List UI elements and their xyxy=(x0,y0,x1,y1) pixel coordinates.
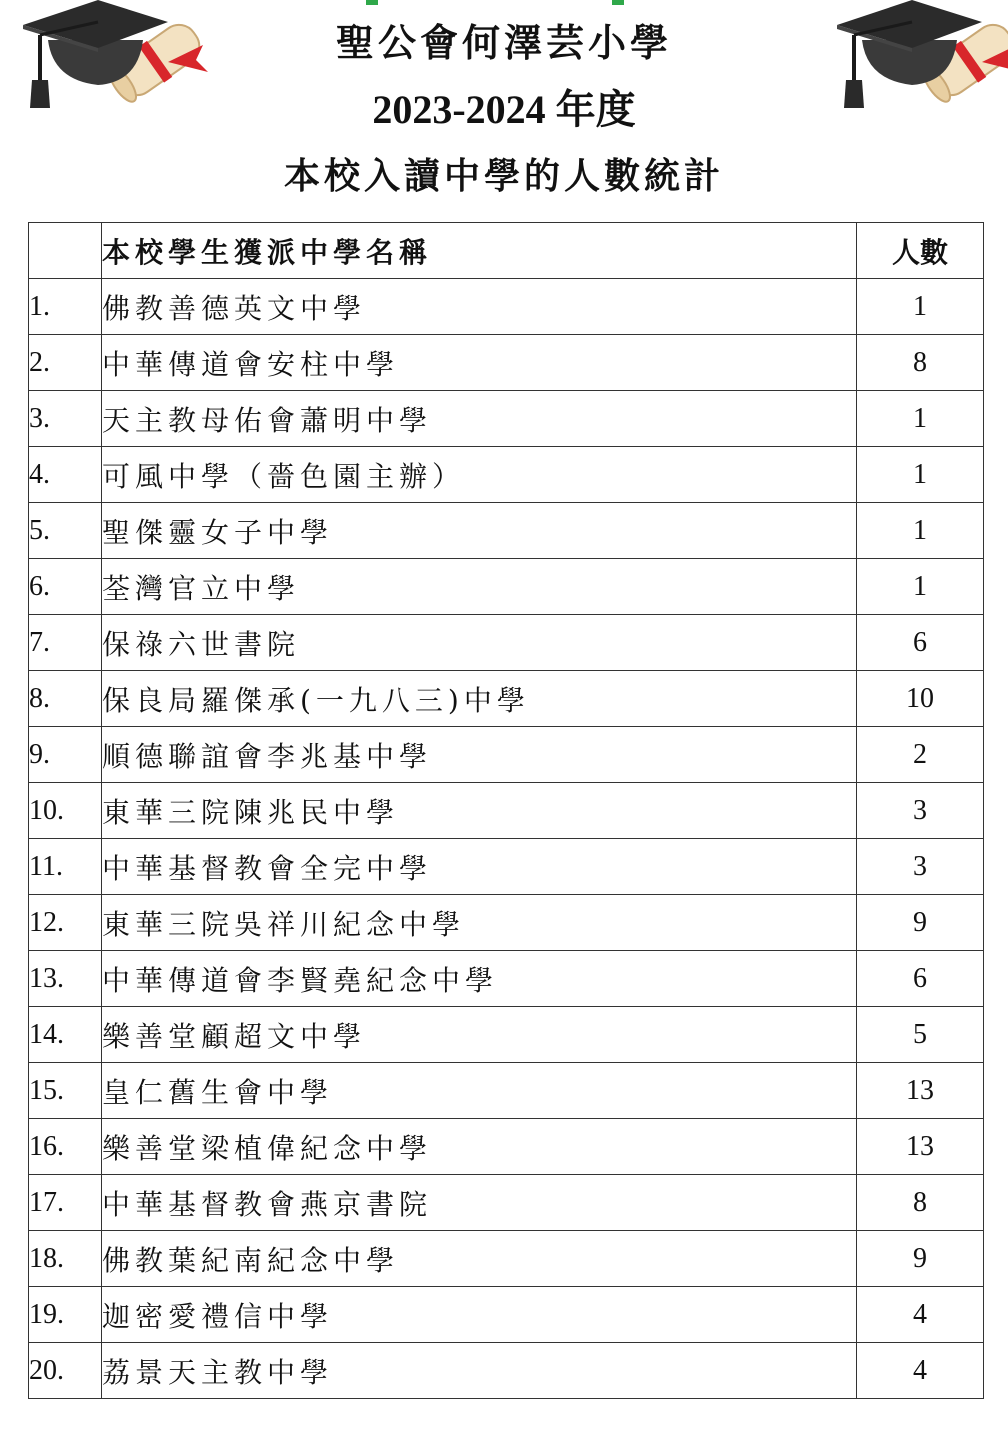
table-row xyxy=(29,671,984,727)
row-index: 1. xyxy=(29,279,102,335)
row-index: 20. xyxy=(29,1343,102,1399)
row-count: 6 xyxy=(857,615,984,671)
table-row xyxy=(29,559,984,615)
green-accent-mark xyxy=(366,0,378,5)
subtitle-heading: 本校入讀中學的人數統計 xyxy=(283,155,724,197)
row-index: 4. xyxy=(29,447,102,503)
year-heading: 2023-2024 年度 xyxy=(372,87,636,132)
row-school-name: 迦密愛禮信中學 xyxy=(102,1287,857,1343)
row-index: 19. xyxy=(29,1287,102,1343)
row-school-name: 保良局羅傑承(一九八三)中學 xyxy=(102,671,857,727)
school-name-heading: 聖公會何澤芸小學 xyxy=(335,20,672,65)
row-index: 18. xyxy=(29,1231,102,1287)
row-count: 1 xyxy=(857,503,984,559)
table-row xyxy=(29,1175,984,1231)
row-school-name: 中華基督教會燕京書院 xyxy=(102,1175,857,1231)
row-index: 10. xyxy=(29,783,102,839)
row-count: 3 xyxy=(857,839,984,895)
table-row xyxy=(29,1343,984,1399)
row-index: 3. xyxy=(29,391,102,447)
table-row xyxy=(29,1287,984,1343)
table-row xyxy=(29,783,984,839)
table-row xyxy=(29,447,984,503)
row-count: 9 xyxy=(857,895,984,951)
row-index: 6. xyxy=(29,559,102,615)
row-count: 8 xyxy=(857,335,984,391)
row-school-name: 樂善堂梁植偉紀念中學 xyxy=(102,1119,857,1175)
row-index: 9. xyxy=(29,727,102,783)
row-school-name: 佛教善德英文中學 xyxy=(102,279,857,335)
table-row xyxy=(29,1119,984,1175)
row-school-name: 順德聯誼會李兆基中學 xyxy=(102,727,857,783)
header-count-cell: 人數 xyxy=(857,223,984,279)
row-index: 2. xyxy=(29,335,102,391)
row-school-name: 中華傳道會李賢堯紀念中學 xyxy=(102,951,857,1007)
table-row xyxy=(29,615,984,671)
table-row xyxy=(29,1007,984,1063)
table-row xyxy=(29,727,984,783)
row-count: 4 xyxy=(857,1287,984,1343)
row-index: 14. xyxy=(29,1007,102,1063)
row-index: 11. xyxy=(29,839,102,895)
header-index-cell xyxy=(29,223,102,279)
row-count: 6 xyxy=(857,951,984,1007)
table-row xyxy=(29,1231,984,1287)
row-count: 13 xyxy=(857,1063,984,1119)
table-row xyxy=(29,391,984,447)
row-count: 8 xyxy=(857,1175,984,1231)
table-row xyxy=(29,1063,984,1119)
row-count: 1 xyxy=(857,279,984,335)
row-count: 4 xyxy=(857,1343,984,1399)
row-school-name: 東華三院陳兆民中學 xyxy=(102,783,857,839)
row-school-name: 荃灣官立中學 xyxy=(102,559,857,615)
row-school-name: 中華基督教會全完中學 xyxy=(102,839,857,895)
row-count: 1 xyxy=(857,447,984,503)
table-header-row xyxy=(29,223,984,279)
row-index: 17. xyxy=(29,1175,102,1231)
row-school-name: 皇仁舊生會中學 xyxy=(102,1063,857,1119)
allocation-table xyxy=(28,222,984,1399)
row-index: 8. xyxy=(29,671,102,727)
row-count: 1 xyxy=(857,559,984,615)
table-row xyxy=(29,895,984,951)
row-count: 1 xyxy=(857,391,984,447)
table-row xyxy=(29,335,984,391)
row-index: 15. xyxy=(29,1063,102,1119)
header-school-cell: 本校學生獲派中學名稱 xyxy=(102,223,857,279)
row-index: 16. xyxy=(29,1119,102,1175)
row-index: 5. xyxy=(29,503,102,559)
row-count: 9 xyxy=(857,1231,984,1287)
row-count: 10 xyxy=(857,671,984,727)
row-school-name: 荔景天主教中學 xyxy=(102,1343,857,1399)
row-count: 2 xyxy=(857,727,984,783)
row-school-name: 可風中學（嗇色園主辦） xyxy=(102,447,857,503)
table-row xyxy=(29,839,984,895)
row-school-name: 聖傑靈女子中學 xyxy=(102,503,857,559)
row-index: 7. xyxy=(29,615,102,671)
table-row xyxy=(29,279,984,335)
row-index: 12. xyxy=(29,895,102,951)
green-accent-mark xyxy=(612,0,624,5)
row-school-name: 樂善堂顧超文中學 xyxy=(102,1007,857,1063)
table-row xyxy=(29,503,984,559)
row-count: 5 xyxy=(857,1007,984,1063)
row-school-name: 天主教母佑會蕭明中學 xyxy=(102,391,857,447)
row-index: 13. xyxy=(29,951,102,1007)
row-school-name: 東華三院吳祥川紀念中學 xyxy=(102,895,857,951)
row-school-name: 佛教葉紀南紀念中學 xyxy=(102,1231,857,1287)
row-count: 3 xyxy=(857,783,984,839)
table-row xyxy=(29,951,984,1007)
row-school-name: 保祿六世書院 xyxy=(102,615,857,671)
row-school-name: 中華傳道會安柱中學 xyxy=(102,335,857,391)
row-count: 13 xyxy=(857,1119,984,1175)
